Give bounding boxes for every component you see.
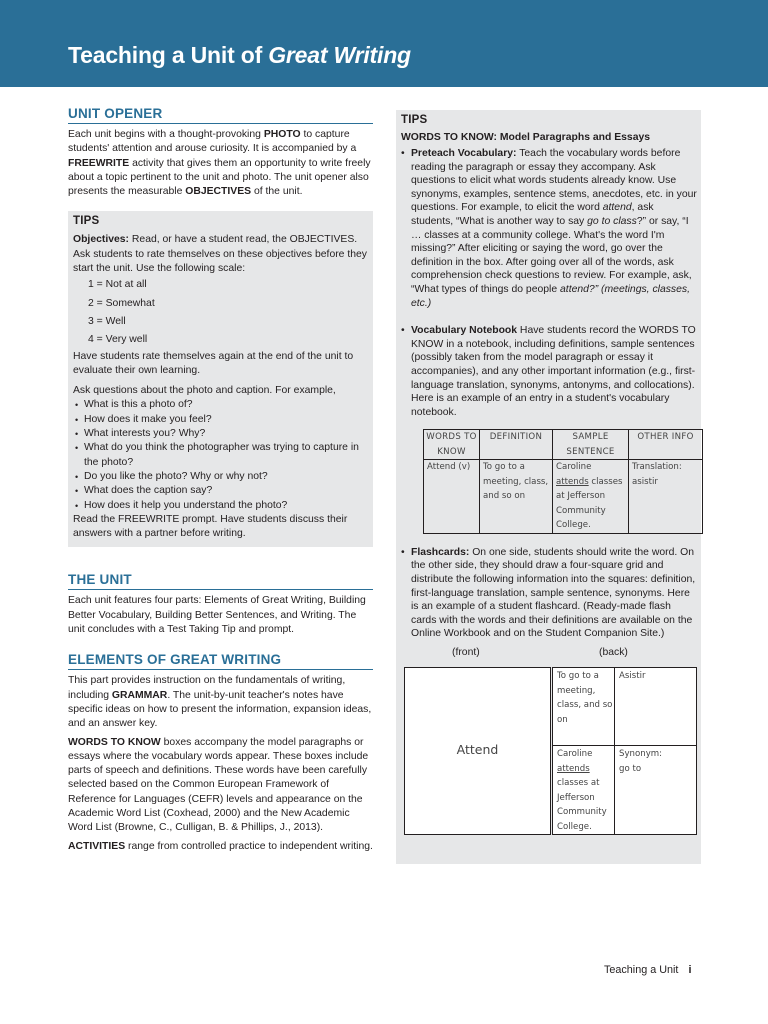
the-unit-heading: THE UNIT [68, 572, 373, 590]
table-cell: Translation: asistir [629, 460, 703, 534]
card-synonym: Synonym: go to [619, 748, 663, 774]
card-definition: To go to a meeting, class, and so on [557, 670, 613, 725]
list-item: • How does it help you understand the photo? [73, 499, 368, 513]
unit-opener-text: Each unit begins with a thought-provoking PHOTO to capture students' attention and arouse curiosity. It is accompanied by a FREEWRITE activity that gives them an opportunity to write freely about a topic pertinent to the unit and photo. The unit opener also presents the measurable OBJECTIVES of the unit. [68, 129, 371, 198]
page-title: Teaching a Unit of Great Writing [68, 42, 411, 68]
unit-opener-heading: UNIT OPENER [68, 106, 373, 124]
table-header: DEFINITION [480, 430, 553, 460]
table-header: OTHER INFO [629, 430, 703, 460]
flashcard-example [401, 667, 697, 839]
scale-item: 2 = Somewhat [88, 297, 155, 309]
back-label: (back) [599, 646, 628, 658]
flashcard-front [404, 667, 551, 835]
card-translation: Asistir [619, 670, 646, 681]
unit-opener-tips-box [68, 211, 373, 547]
vocabulary-notebook-table [423, 429, 703, 534]
table-cell: To go to a meeting, class, and so on [480, 460, 553, 534]
rating-scale [88, 276, 368, 349]
flashcard-labels [401, 647, 697, 663]
preteach-tip: • Preteach Vocabulary: Teach the vocabulary words before reading the paragraph or essay they accompany. Ask questions to elicit what words students already know. Use synonyms, examples, sentence stems, anecdotes, etc. in your questions. For example, to elicit the word attend, ask students, “What is another way to say go to class?” or say, “I … classes at a community college. What's the word I'm missing?” After eliciting or saying the word, go over the definition in the box. After going over all of the words, ask comprehension check questions to review. For example, ask, “What types of things do people attend?” (meetings, classes, etc.) [401, 147, 697, 310]
card-sentence: Caroline attends classes at Jefferson Community College. [557, 748, 607, 832]
tips-label: TIPS [401, 114, 428, 126]
tips-subheading: WORDS TO KNOW: Model Paragraphs and Essays [401, 132, 651, 143]
grid-divider [614, 668, 615, 834]
flashcard-word: Attend [456, 741, 499, 757]
table-header: WORDS TO KNOW [424, 430, 480, 460]
right-tips-box [396, 110, 701, 864]
list-item: • Do you like the photo? Why or why not? [73, 470, 368, 484]
scale-item: 3 = Well [88, 315, 126, 327]
table-row [424, 460, 703, 534]
freewrite-tip: Read the FREEWRITE prompt. Have students discuss their answers with a partner before writing. [73, 513, 348, 540]
objectives-tip: Objectives: Read, or have a student read, the OBJECTIVES. Ask students to rate themselves on these objectives before they start the unit. Use the following scale: [73, 234, 367, 275]
list-item: • What does the caption say? [73, 484, 368, 498]
list-item: • How does it make you feel? [73, 413, 368, 427]
scale-item: 4 = Very well [88, 334, 148, 346]
grid-divider [553, 745, 696, 746]
tips-list [401, 147, 697, 641]
scale-item: 1 = Not at all [88, 279, 147, 291]
flashcards-tip: • Flashcards: On one side, students should write the word. On the other side, they should draw a four-square grid and distribute the following information into the squares: definition, first-language translation, sample sentence, synonyms. Here is an example of a student flashcard. (Ready-made flash cards with the words and their definitions are available on the Online Workbook and on the Student Companion Site.) [401, 546, 697, 641]
page-header [0, 0, 768, 87]
rate-again-text: Have students rate themselves again at the end of the unit to evaluate their own learning. [73, 350, 354, 376]
list-item: • What is this a photo of? [73, 398, 368, 412]
table-cell: Attend (v) [424, 460, 480, 534]
tips-label: TIPS [73, 215, 100, 228]
flashcard-back [552, 667, 697, 835]
the-unit-text: Each unit features four parts: Elements of Great Writing, Building Better Vocabulary, Building Better Sentences, and Writing. The unit concludes with a Test Taking Tip and prompt. [68, 595, 366, 636]
ask-questions-text: Ask questions about the photo and caption. For example, [73, 385, 336, 397]
page-number: i [688, 964, 692, 976]
page-footer: Teaching a Unit i [604, 964, 692, 976]
question-list [73, 398, 368, 512]
activities-text: ACTIVITIES range from controlled practice to independent writing. [68, 840, 373, 852]
list-item: • What interests you? Why? [73, 427, 368, 441]
elements-heading: ELEMENTS OF GREAT WRITING [68, 652, 373, 670]
table-header: SAMPLE SENTENCE [553, 430, 629, 460]
front-label: (front) [452, 646, 480, 658]
elements-text: This part provides instruction on the fundamentals of writing, including GRAMMAR. The unit-by-unit teacher's notes have specific ideas on how to present the information, expansion ideas, and an answer key. [68, 675, 372, 730]
words-to-know-text: WORDS TO KNOW boxes accompany the model paragraphs or essays where the vocabulary words appear. These boxes include parts of speech and definitions. These words have been carefully selected based on the Common European Framework of Reference for Languages (CEFR) levels and appearance on the Academic Word List (Coxhead, 2000) and the New Academic Word List (Browne, C., Culligan, B. & Phillips, J., 2013). [68, 736, 369, 834]
list-item: • What do you think the photographer was trying to capture in the photo? [73, 441, 368, 470]
notebook-tip: • Vocabulary Notebook Have students record the WORDS TO KNOW in a notebook, including definitions, sample sentences (possibly taken from the model paragraph or essay it accompanies), and any other important information (e.g., first-language translation, synonyms, antonyms, and collocations). Here is an example of an entry in a student's vocabulary notebook. WORDS TO KNOW DEFINITION SAMPLE SENTENCE OTHER INFO Attend (v) To go to a meeting, class, and so on Caroline attends classes at Jefferson Community College. Translation: asistir [401, 324, 697, 534]
left-column [68, 106, 373, 854]
table-cell: Caroline attends classes at Jefferson Community College. [553, 460, 629, 534]
